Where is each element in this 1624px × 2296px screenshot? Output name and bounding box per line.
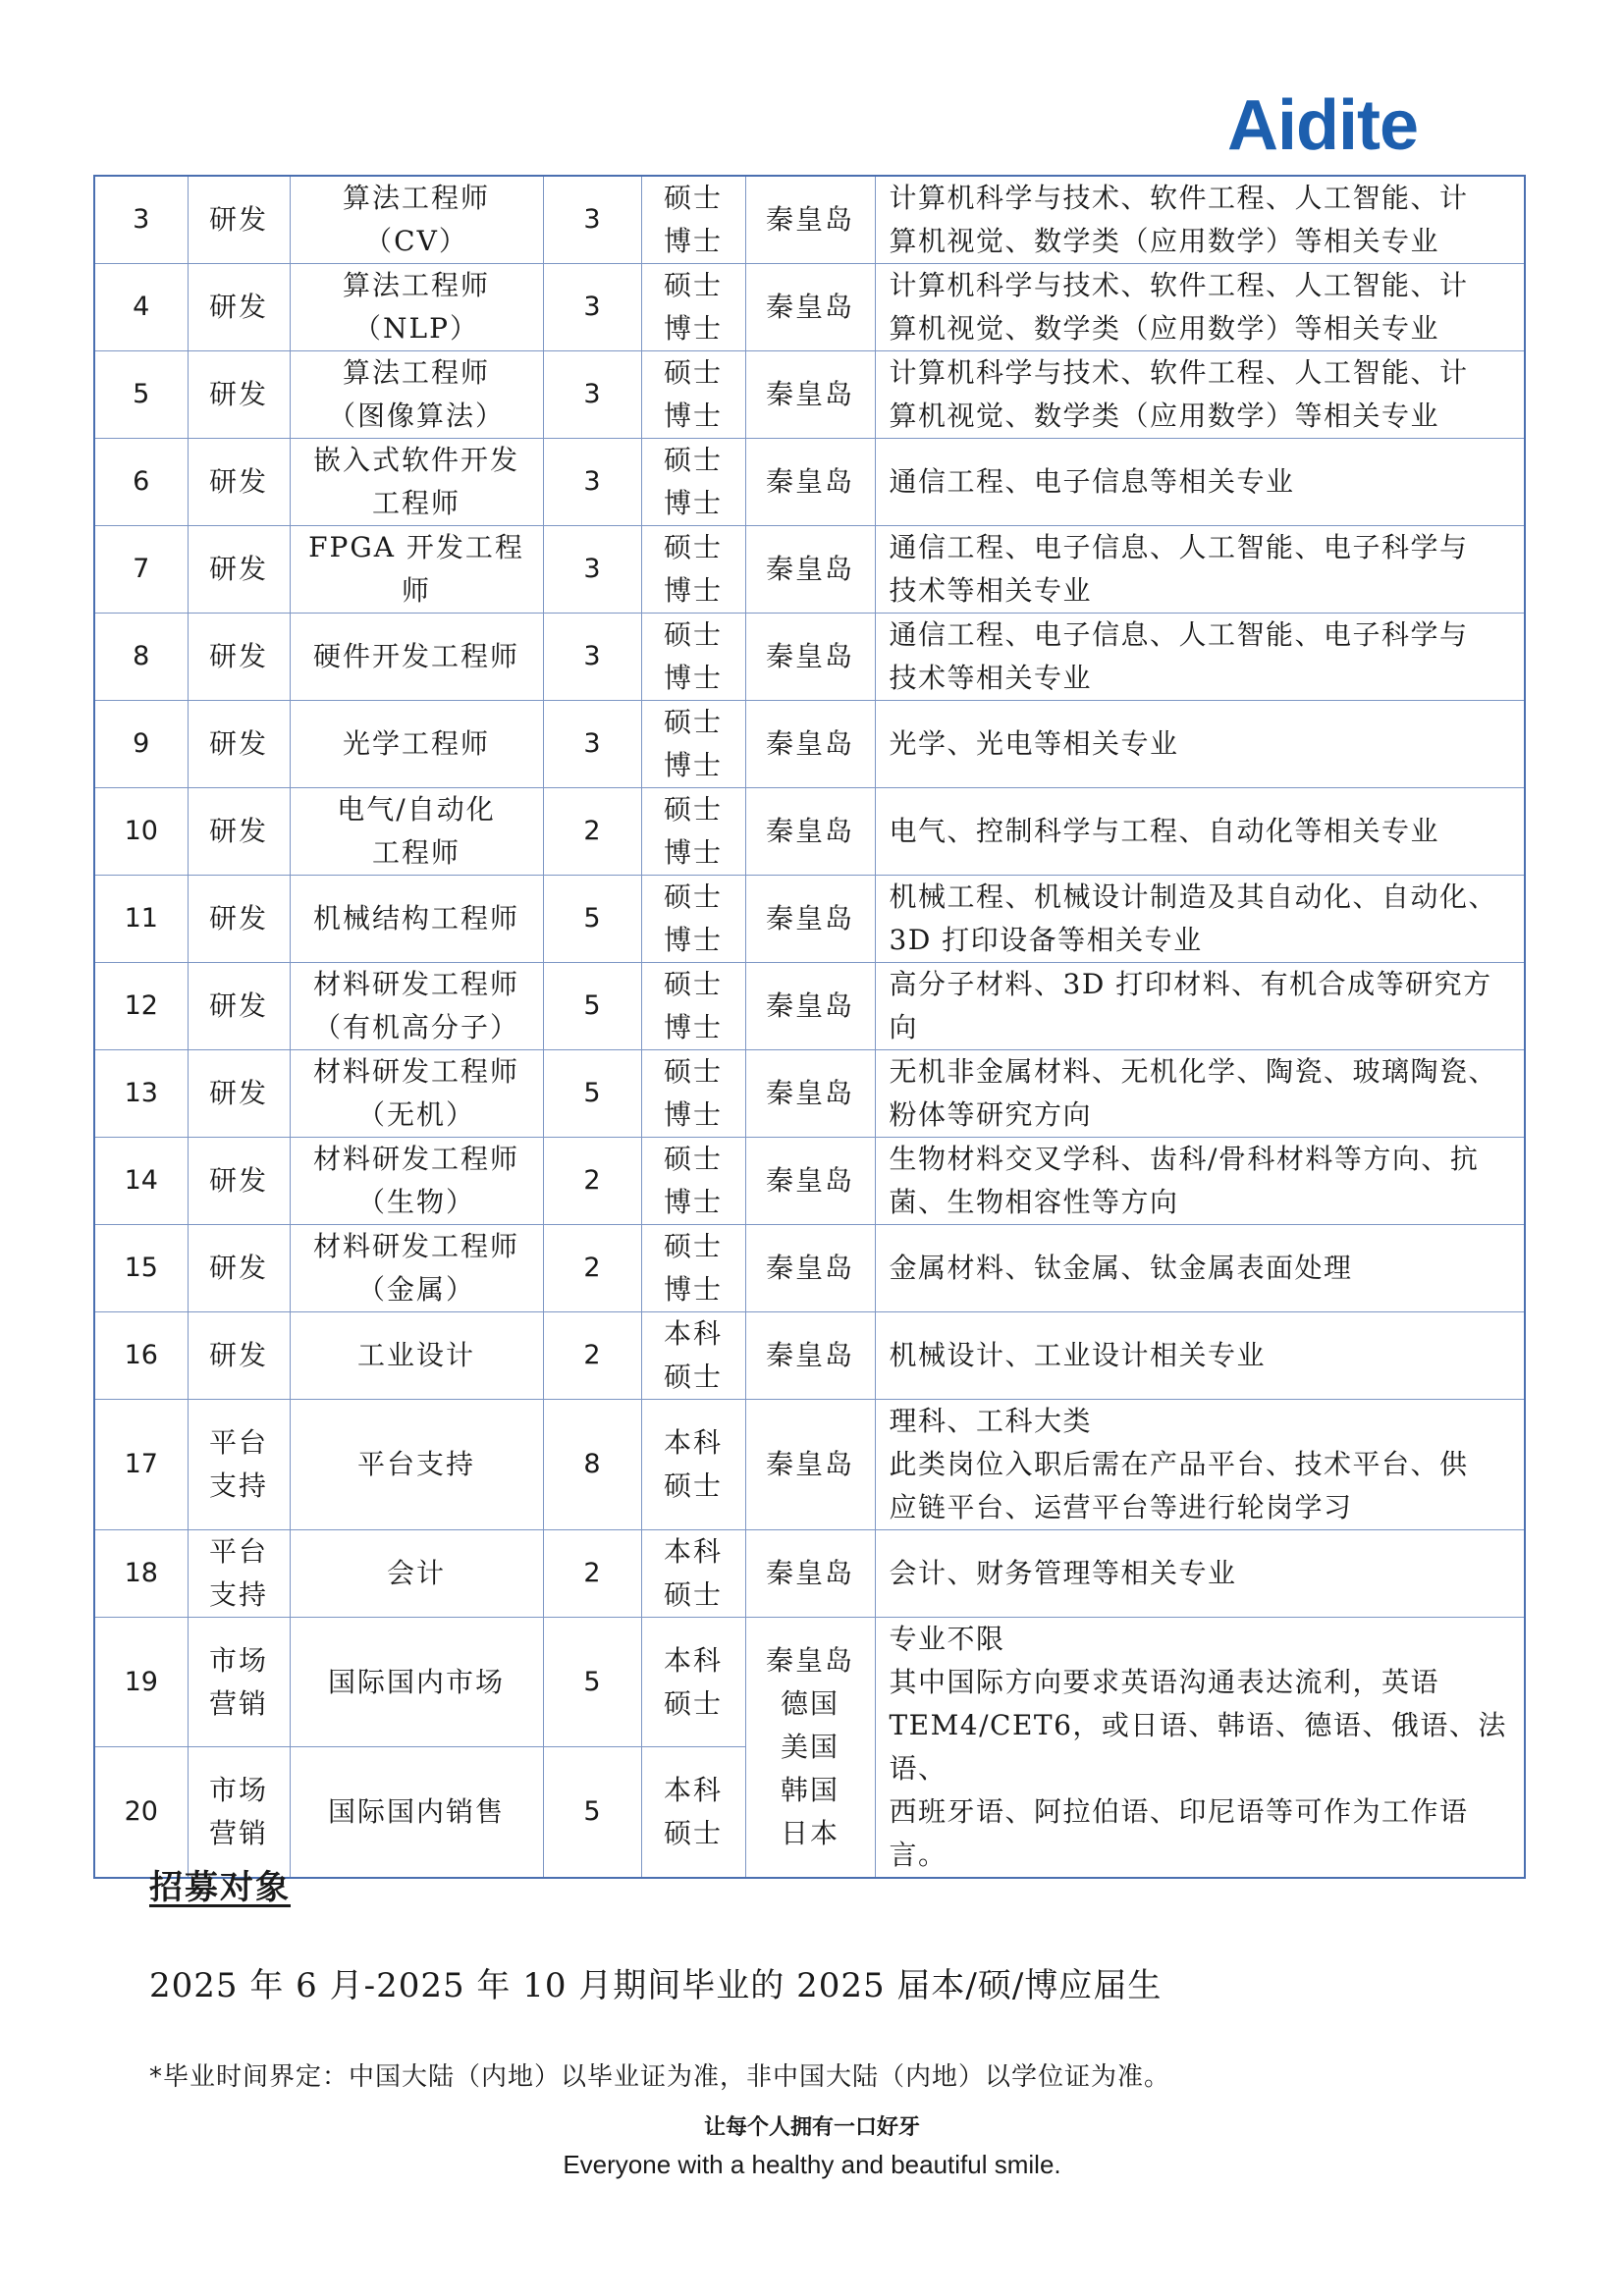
location-cell-line: 秦皇岛 <box>765 902 854 934</box>
table-row <box>94 1530 1525 1618</box>
row-number: 13 <box>94 1050 188 1138</box>
recruit-text: 2025 年 6 月-2025 年 10 月期间毕业的 2025 届本/硕/博应届生 <box>149 1966 1163 2005</box>
major-cell-line: 粉体等研究方向 <box>889 1098 1093 1131</box>
location-cell <box>745 1530 875 1618</box>
department-cell-line: 市场 <box>208 1643 268 1677</box>
headcount-cell: 5 <box>543 1618 641 1747</box>
degree-cell-line: 硕士 <box>663 618 723 651</box>
degree-cell <box>641 1225 745 1312</box>
department-cell <box>188 1400 290 1530</box>
headcount-cell: 2 <box>543 1138 641 1225</box>
department-cell <box>188 1312 290 1400</box>
department-cell-line: 研发 <box>208 727 268 760</box>
degree-cell <box>641 876 745 963</box>
position-cell <box>290 351 543 439</box>
location-cell <box>745 1312 875 1400</box>
major-cell-line: 机械设计、工业设计相关专业 <box>889 1339 1267 1371</box>
table-row <box>94 876 1525 963</box>
position-cell <box>290 1618 543 1747</box>
position-cell-line: 材料研发工程师 <box>312 1230 519 1262</box>
degree-cell <box>641 1400 745 1530</box>
position-cell-line: （有机高分子） <box>312 1011 519 1043</box>
degree-cell <box>641 351 745 439</box>
major-cell <box>875 1225 1525 1312</box>
major-cell-line: 技术等相关专业 <box>889 574 1093 607</box>
location-cell-line: 秦皇岛 <box>765 727 854 760</box>
major-cell-line: 机械工程、机械设计制造及其自动化、自动化、 <box>889 881 1498 913</box>
table-row <box>94 963 1525 1050</box>
position-cell <box>290 1747 543 1878</box>
location-cell-line: 秦皇岛 <box>765 378 854 410</box>
department-cell <box>188 876 290 963</box>
department-cell <box>188 1618 290 1747</box>
position-cell-line: 算法工程师 <box>342 182 490 214</box>
position-cell-line: 工程师 <box>371 836 460 869</box>
department-cell-line: 研发 <box>208 1252 268 1284</box>
location-cell <box>745 701 875 788</box>
department-cell-line: 研发 <box>208 902 268 934</box>
location-cell <box>745 963 875 1050</box>
degree-cell <box>641 1618 745 1747</box>
degree-cell-line: 博士 <box>663 1273 723 1306</box>
position-cell-line: 材料研发工程师 <box>312 1055 519 1088</box>
location-cell-line: 韩国 <box>780 1774 839 1806</box>
department-cell-line: 研发 <box>208 1164 268 1197</box>
location-cell <box>745 1050 875 1138</box>
slogan-chinese: 让每个人拥有一口好牙 <box>703 2115 920 2140</box>
degree-cell-line: 本科 <box>663 1535 723 1568</box>
department-cell-line: 平台 <box>208 1535 268 1568</box>
degree-cell <box>641 176 745 264</box>
degree-cell-line: 本科 <box>663 1774 723 1807</box>
degree-cell-line: 硕士 <box>663 269 723 301</box>
row-number: 20 <box>94 1747 188 1878</box>
degree-cell <box>641 1747 745 1878</box>
table-row <box>94 1312 1525 1400</box>
department-cell <box>188 788 290 876</box>
degree-cell-line: 硕士 <box>663 531 723 563</box>
department-cell-line: 研发 <box>208 465 268 498</box>
major-cell <box>875 876 1525 963</box>
headcount-cell: 3 <box>543 614 641 701</box>
location-cell <box>745 1400 875 1530</box>
position-cell-line: 硬件开发工程师 <box>312 640 519 672</box>
position-cell <box>290 1530 543 1618</box>
major-cell-line: 算机视觉、数学类（应用数学）等相关专业 <box>889 400 1440 432</box>
department-cell <box>188 1747 290 1878</box>
position-cell <box>290 1050 543 1138</box>
job-table <box>93 175 1526 1879</box>
degree-cell-line: 博士 <box>663 574 723 607</box>
graduation-note: *毕业时间界定：中国大陆（内地）以毕业证为准，非中国大陆（内地）以学位证为准。 <box>149 2062 1171 2092</box>
major-cell <box>875 351 1525 439</box>
location-cell <box>745 526 875 614</box>
headcount-cell: 3 <box>543 439 641 526</box>
row-number: 12 <box>94 963 188 1050</box>
department-cell-line: 营销 <box>208 1817 268 1850</box>
department-cell <box>188 176 290 264</box>
major-cell <box>875 614 1525 701</box>
table-row <box>94 614 1525 701</box>
position-cell-line: 工业设计 <box>356 1339 475 1371</box>
degree-cell <box>641 526 745 614</box>
position-cell <box>290 176 543 264</box>
degree-cell-line: 硕士 <box>663 1230 723 1262</box>
position-cell-line: （CV） <box>364 225 468 257</box>
degree-cell-line: 博士 <box>663 1011 723 1043</box>
position-cell <box>290 1400 543 1530</box>
row-number: 3 <box>94 176 188 264</box>
department-cell <box>188 701 290 788</box>
department-cell <box>188 1138 290 1225</box>
degree-cell <box>641 614 745 701</box>
position-cell <box>290 1225 543 1312</box>
headcount-cell: 3 <box>543 526 641 614</box>
location-cell-line: 秦皇岛 <box>765 203 854 236</box>
location-cell <box>745 1225 875 1312</box>
position-cell-line: 材料研发工程师 <box>312 1143 519 1175</box>
position-cell <box>290 876 543 963</box>
row-number: 18 <box>94 1530 188 1618</box>
row-number: 16 <box>94 1312 188 1400</box>
location-cell-line: 德国 <box>780 1687 839 1720</box>
degree-cell-line: 硕士 <box>663 968 723 1000</box>
department-cell <box>188 1530 290 1618</box>
degree-cell <box>641 1312 745 1400</box>
degree-cell-line: 本科 <box>663 1426 723 1459</box>
recruit-heading: 招募对象 <box>149 1868 291 1907</box>
row-number: 4 <box>94 264 188 351</box>
major-cell <box>875 526 1525 614</box>
major-cell-line: 无机非金属材料、无机化学、陶瓷、玻璃陶瓷、 <box>889 1055 1498 1088</box>
degree-cell-line: 本科 <box>663 1317 723 1350</box>
row-number: 15 <box>94 1225 188 1312</box>
department-cell-line: 研发 <box>208 378 268 410</box>
department-cell <box>188 526 290 614</box>
position-cell-line: 算法工程师 <box>342 356 490 389</box>
degree-cell-line: 硕士 <box>663 182 723 214</box>
location-cell <box>745 876 875 963</box>
row-number: 11 <box>94 876 188 963</box>
headcount-cell: 2 <box>543 1530 641 1618</box>
position-cell-line: （无机） <box>356 1098 475 1131</box>
department-cell-line: 研发 <box>208 989 268 1022</box>
major-cell-line: 通信工程、电子信息等相关专业 <box>889 465 1295 498</box>
major-cell-line: 应链平台、运营平台等进行轮岗学习 <box>889 1491 1353 1523</box>
table-row <box>94 526 1525 614</box>
degree-cell-line: 博士 <box>663 924 723 956</box>
degree-cell <box>641 1138 745 1225</box>
degree-cell <box>641 1050 745 1138</box>
location-cell-line: 日本 <box>780 1817 839 1849</box>
department-cell-line: 研发 <box>208 1077 268 1109</box>
major-cell-line: 此类岗位入职后需在产品平台、技术平台、供 <box>889 1448 1469 1480</box>
major-cell <box>875 788 1525 876</box>
position-cell-line: 机械结构工程师 <box>312 902 519 934</box>
position-cell-line: FPGA 开发工程师 <box>308 531 524 607</box>
row-number: 8 <box>94 614 188 701</box>
major-cell <box>875 1312 1525 1400</box>
row-number: 5 <box>94 351 188 439</box>
location-cell <box>745 176 875 264</box>
department-cell <box>188 439 290 526</box>
degree-cell-line: 硕士 <box>663 793 723 826</box>
location-cell-line: 秦皇岛 <box>765 989 854 1022</box>
major-cell <box>875 963 1525 1050</box>
department-cell-line: 研发 <box>208 553 268 585</box>
major-cell-line: 理科、工科大类 <box>889 1405 1093 1437</box>
major-cell <box>875 264 1525 351</box>
major-cell-line: 3D 打印设备等相关专业 <box>889 924 1203 956</box>
degree-cell-line: 博士 <box>663 487 723 519</box>
degree-cell-line: 博士 <box>663 662 723 694</box>
headcount-cell: 8 <box>543 1400 641 1530</box>
position-cell <box>290 1312 543 1400</box>
location-cell-line: 秦皇岛 <box>765 553 854 585</box>
degree-cell-line: 本科 <box>663 1643 723 1677</box>
department-cell-line: 支持 <box>208 1578 268 1611</box>
major-cell-line: 光学、光电等相关专业 <box>889 727 1179 760</box>
degree-cell-line: 硕士 <box>663 881 723 913</box>
position-cell <box>290 963 543 1050</box>
major-cell-line: 西班牙语、阿拉伯语、印尼语等可作为工作语 <box>889 1795 1469 1828</box>
major-cell <box>875 176 1525 264</box>
location-cell-line: 秦皇岛 <box>765 291 854 323</box>
table-row <box>94 351 1525 439</box>
major-cell-line: 计算机科学与技术、软件工程、人工智能、计 <box>889 356 1469 389</box>
location-cell-line: 秦皇岛 <box>765 465 854 498</box>
location-cell-line: 秦皇岛 <box>765 1164 854 1197</box>
major-cell-line: 技术等相关专业 <box>889 662 1093 694</box>
headcount-cell: 3 <box>543 176 641 264</box>
degree-cell-line: 博士 <box>663 400 723 432</box>
department-cell-line: 支持 <box>208 1469 268 1502</box>
table-row <box>94 439 1525 526</box>
position-cell <box>290 701 543 788</box>
location-cell-line: 美国 <box>780 1731 839 1763</box>
degree-cell-line: 硕士 <box>663 1143 723 1175</box>
location-cell-line: 秦皇岛 <box>765 815 854 847</box>
table-row <box>94 701 1525 788</box>
department-cell-line: 研发 <box>208 291 268 323</box>
department-cell-line: 研发 <box>208 1339 268 1371</box>
position-cell-line: 嵌入式软件开发 <box>312 444 519 476</box>
degree-cell-line: 博士 <box>663 1186 723 1218</box>
position-cell-line: （NLP） <box>353 312 479 345</box>
headcount-cell: 3 <box>543 701 641 788</box>
department-cell <box>188 351 290 439</box>
major-cell-line: TEM4/CET6，或日语、韩语、德语、俄语、法语、 <box>889 1709 1507 1785</box>
row-number: 9 <box>94 701 188 788</box>
position-cell <box>290 614 543 701</box>
major-cell-line: 通信工程、电子信息、人工智能、电子科学与 <box>889 531 1469 563</box>
major-cell-line: 高分子材料、3D 打印材料、有机合成等研究方 <box>889 968 1492 1000</box>
degree-cell-line: 硕士 <box>663 1055 723 1088</box>
major-cell-line: 金属材料、钛金属、钛金属表面处理 <box>889 1252 1353 1284</box>
degree-cell-line: 硕士 <box>663 706 723 738</box>
headcount-cell: 3 <box>543 264 641 351</box>
headcount-cell: 2 <box>543 1225 641 1312</box>
department-cell-line: 市场 <box>208 1774 268 1807</box>
major-cell-line: 生物材料交叉学科、齿科/骨科材料等方向、抗 <box>889 1143 1480 1175</box>
degree-cell <box>641 1530 745 1618</box>
major-cell-line: 菌、生物相容性等方向 <box>889 1186 1179 1218</box>
location-cell <box>745 1138 875 1225</box>
major-cell <box>875 1138 1525 1225</box>
position-cell-line: 材料研发工程师 <box>312 968 519 1000</box>
location-cell-line: 秦皇岛 <box>765 1077 854 1109</box>
position-cell-line: 会计 <box>386 1557 446 1589</box>
position-cell-line: （图像算法） <box>327 400 505 432</box>
degree-cell-line: 博士 <box>663 1098 723 1131</box>
position-cell <box>290 264 543 351</box>
location-cell <box>745 788 875 876</box>
major-cell <box>875 1618 1525 1879</box>
degree-cell-line: 硕士 <box>663 1469 723 1502</box>
table-row <box>94 1400 1525 1530</box>
position-cell-line: （金属） <box>356 1273 475 1306</box>
degree-cell <box>641 963 745 1050</box>
major-cell-line: 计算机科学与技术、软件工程、人工智能、计 <box>889 182 1469 214</box>
row-number: 19 <box>94 1618 188 1747</box>
degree-cell-line: 硕士 <box>663 1817 723 1850</box>
location-cell <box>745 439 875 526</box>
degree-cell-line: 硕士 <box>663 444 723 476</box>
major-cell <box>875 1400 1525 1530</box>
location-cell-line: 秦皇岛 <box>765 1557 854 1589</box>
department-cell <box>188 1225 290 1312</box>
degree-cell-line: 硕士 <box>663 1578 723 1611</box>
department-cell <box>188 1050 290 1138</box>
major-cell <box>875 1050 1525 1138</box>
major-cell-line: 电气、控制科学与工程、自动化等相关专业 <box>889 815 1440 847</box>
table-row <box>94 176 1525 264</box>
location-cell-line: 秦皇岛 <box>765 1339 854 1371</box>
table-row <box>94 264 1525 351</box>
position-cell <box>290 1138 543 1225</box>
headcount-cell: 3 <box>543 351 641 439</box>
table-row <box>94 1225 1525 1312</box>
position-cell-line: 平台支持 <box>356 1448 475 1480</box>
location-cell-line: 秦皇岛 <box>765 1252 854 1284</box>
major-cell-line: 言。 <box>889 1839 947 1871</box>
table-row <box>94 1138 1525 1225</box>
department-cell <box>188 963 290 1050</box>
degree-cell-line: 博士 <box>663 225 723 257</box>
position-cell <box>290 439 543 526</box>
headcount-cell: 5 <box>543 1747 641 1878</box>
position-cell <box>290 526 543 614</box>
major-cell-line: 专业不限 <box>889 1623 1005 1655</box>
company-logo: Aidite <box>1227 86 1419 165</box>
degree-cell-line: 硕士 <box>663 1686 723 1720</box>
position-cell-line: 光学工程师 <box>342 727 490 760</box>
major-cell-line: 会计、财务管理等相关专业 <box>889 1557 1237 1589</box>
headcount-cell: 2 <box>543 788 641 876</box>
job-table-body <box>94 176 1525 1878</box>
position-cell-line: （生物） <box>356 1186 475 1218</box>
major-cell-line: 其中国际方向要求英语沟通表达流利，英语 <box>889 1666 1440 1698</box>
position-cell-line: 算法工程师 <box>342 269 490 301</box>
department-cell <box>188 614 290 701</box>
row-number: 6 <box>94 439 188 526</box>
degree-cell <box>641 701 745 788</box>
department-cell-line: 研发 <box>208 640 268 672</box>
major-cell-line: 算机视觉、数学类（应用数学）等相关专业 <box>889 225 1440 257</box>
location-cell-line: 秦皇岛 <box>765 1448 854 1480</box>
location-cell-line: 秦皇岛 <box>765 1644 854 1677</box>
degree-cell-line: 硕士 <box>663 356 723 389</box>
degree-cell-line: 博士 <box>663 749 723 781</box>
degree-cell-line: 博士 <box>663 836 723 869</box>
position-cell-line: 国际国内市场 <box>327 1665 505 1698</box>
row-number: 10 <box>94 788 188 876</box>
location-cell <box>745 1618 875 1879</box>
degree-cell <box>641 439 745 526</box>
department-cell <box>188 264 290 351</box>
location-cell <box>745 351 875 439</box>
table-row <box>94 788 1525 876</box>
degree-cell <box>641 788 745 876</box>
row-number: 17 <box>94 1400 188 1530</box>
headcount-cell: 5 <box>543 876 641 963</box>
degree-cell-line: 硕士 <box>663 1361 723 1393</box>
position-cell-line: 工程师 <box>371 487 460 519</box>
slogan-english: Everyone with a healthy and beautiful smile. <box>563 2150 1061 2179</box>
department-cell-line: 研发 <box>208 815 268 847</box>
major-cell-line: 向 <box>889 1011 919 1043</box>
position-cell <box>290 788 543 876</box>
position-cell-line: 电气/自动化 <box>337 793 496 826</box>
position-cell-line: 国际国内销售 <box>327 1795 505 1829</box>
degree-cell <box>641 264 745 351</box>
row-number: 14 <box>94 1138 188 1225</box>
table-row <box>94 1618 1525 1747</box>
headcount-cell: 5 <box>543 963 641 1050</box>
major-cell-line: 算机视觉、数学类（应用数学）等相关专业 <box>889 312 1440 345</box>
headcount-cell: 5 <box>543 1050 641 1138</box>
major-cell <box>875 701 1525 788</box>
degree-cell-line: 博士 <box>663 312 723 345</box>
major-cell-line: 通信工程、电子信息、人工智能、电子科学与 <box>889 618 1469 651</box>
headcount-cell: 2 <box>543 1312 641 1400</box>
table-row <box>94 1050 1525 1138</box>
department-cell-line: 研发 <box>208 203 268 236</box>
department-cell-line: 营销 <box>208 1686 268 1720</box>
major-cell-line: 计算机科学与技术、软件工程、人工智能、计 <box>889 269 1469 301</box>
location-cell <box>745 614 875 701</box>
department-cell-line: 平台 <box>208 1426 268 1459</box>
location-cell-line: 秦皇岛 <box>765 640 854 672</box>
major-cell <box>875 1530 1525 1618</box>
row-number: 7 <box>94 526 188 614</box>
location-cell <box>745 264 875 351</box>
major-cell <box>875 439 1525 526</box>
